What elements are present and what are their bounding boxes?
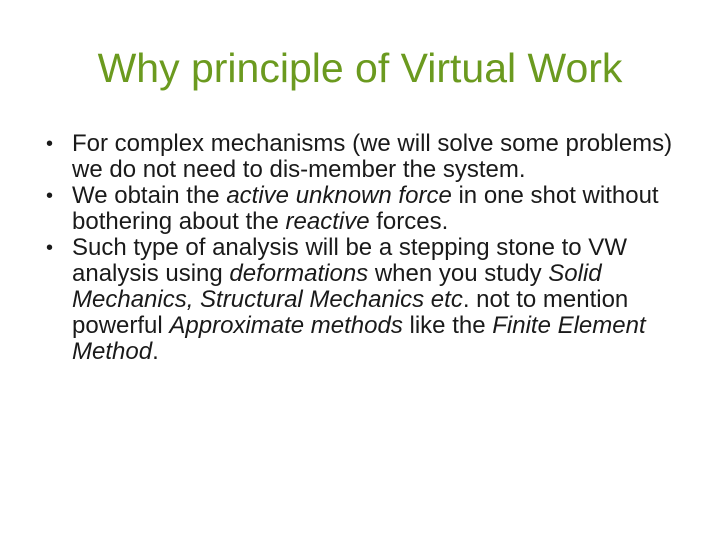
text-run: in one shot without bothering about the bbox=[72, 182, 659, 235]
text-run: . bbox=[152, 338, 159, 365]
bullet-text bbox=[72, 131, 696, 183]
bullet-item bbox=[46, 235, 696, 365]
text-run: For complex mechanisms (we will solve some problems) we do not need to dis-member the system. bbox=[72, 130, 673, 183]
text-run: when you study bbox=[368, 260, 549, 287]
bullet-text bbox=[72, 235, 696, 365]
text-run: We obtain the bbox=[72, 182, 227, 209]
italic-text-run: active unknown force bbox=[226, 182, 452, 209]
text-run: Such type of analysis will be a stepping stone to VW analysis using bbox=[72, 234, 627, 287]
bullet-dot: • bbox=[46, 185, 54, 207]
text-run: like the bbox=[402, 312, 493, 339]
bullet-item bbox=[46, 183, 696, 235]
italic-text-run: Approximate methods bbox=[169, 312, 403, 339]
bullet-dot: • bbox=[46, 237, 54, 259]
italic-text-run: deformations bbox=[229, 260, 369, 287]
italic-text-run: Solid Mechanics, Structural Mechanics etc bbox=[72, 260, 602, 313]
text-run: forces. bbox=[369, 208, 449, 235]
bullet-text bbox=[72, 183, 696, 235]
bullet-dot: • bbox=[46, 133, 54, 155]
text-run: . not to mention powerful bbox=[72, 286, 629, 339]
bullet-list bbox=[46, 131, 696, 365]
italic-text-run: reactive bbox=[285, 208, 370, 235]
italic-text-run: Finite Element Method bbox=[72, 312, 646, 365]
slide-title: Why principle of Virtual Work bbox=[97, 45, 623, 91]
bullet-item bbox=[46, 131, 696, 183]
